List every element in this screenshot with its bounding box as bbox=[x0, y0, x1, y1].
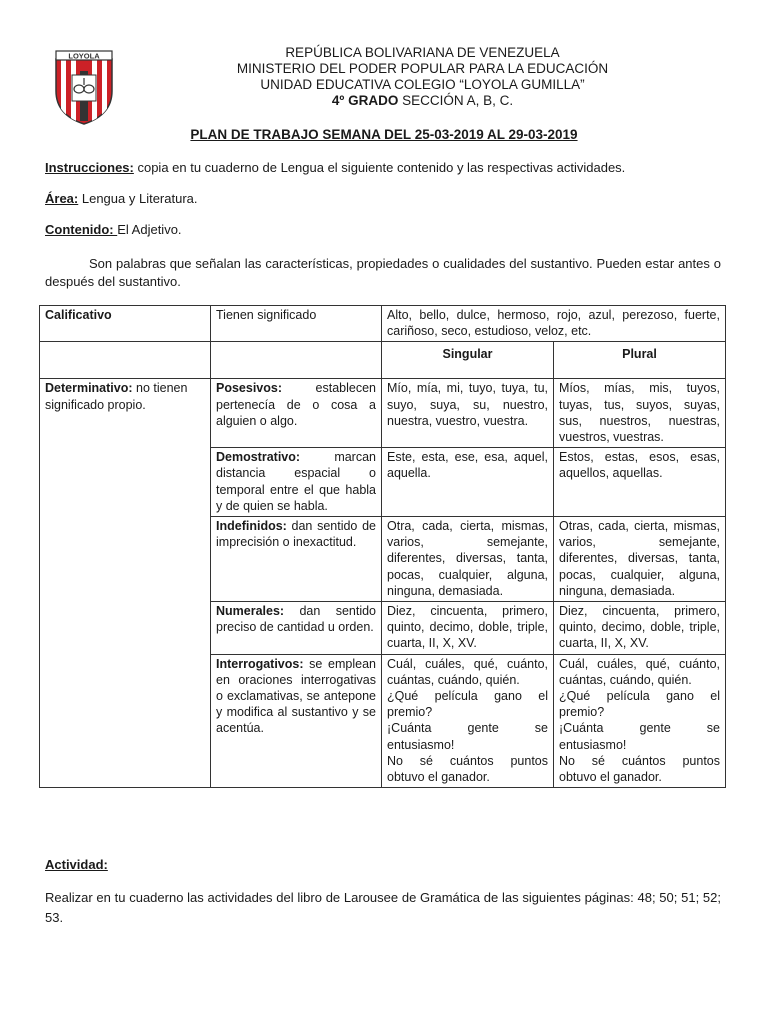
cell-empty-2 bbox=[211, 342, 382, 379]
adjective-table bbox=[39, 305, 726, 788]
instructions-paragraph bbox=[45, 159, 721, 177]
letterhead bbox=[150, 45, 695, 109]
cell-posesivos-singular: Mío, mía, mi, tuyo, tuya, tu, suyo, suya, su, nuestro, nuestra, vuestro, vuestra. bbox=[382, 379, 554, 448]
posesivos-desc: establecen pertenecía de o cosa a alguien o algo. bbox=[216, 381, 376, 428]
interrogativos-singular-line: No sé cuántos puntos obtuvo el ganador. bbox=[387, 753, 548, 785]
cell-calificativo-label bbox=[40, 306, 211, 342]
interrogativos-desc: se emplean en oraciones interrogativas o exclamativas, se antepone y modifica al sustantivo y se acentúa. bbox=[216, 656, 376, 736]
interrogativos-singular-line: ¿Qué película gano el premio? bbox=[387, 689, 548, 720]
cell-calificativo-examples: Alto, bello, dulce, hermoso, rojo, azul, perezoso, fuerte, cariñoso, seco, estudioso, veloz, etc. bbox=[382, 306, 726, 342]
table-row-posesivos bbox=[40, 379, 726, 448]
cell-empty-1 bbox=[40, 342, 211, 379]
area-paragraph bbox=[45, 190, 721, 208]
interrogativos-singular-line: Cuál, cuáles, qué, cuánto, cuántas, cuándo, quién. bbox=[387, 656, 548, 687]
cell-demostrativo-singular: Este, esta, ese, esa, aquel, aquella. bbox=[382, 448, 554, 517]
grade-label: 4º GRADO bbox=[331, 93, 399, 108]
demostrativo-desc: marcan distancia espacial o temporal entre el que habla y de quien se habla. bbox=[216, 450, 376, 513]
interrogativos-plural-line: Cuál, cuáles, qué, cuánto, cuántas, cuándo, quién. bbox=[559, 656, 720, 687]
indefinidos-desc: dan sentido de imprecisión o inexactitud. bbox=[216, 519, 376, 550]
cell-posesivos-plural: Míos, mías, mis, tuyos, tuyas, tus, suyos, suyas, sus, nuestros, nuestras, vuestros, vuestras. bbox=[554, 379, 726, 448]
cell-indefinidos-desc bbox=[211, 517, 382, 602]
cell-calificativo-desc: Tienen significado bbox=[211, 306, 382, 342]
header-line-grado bbox=[150, 93, 695, 109]
posesivos-label: Posesivos: bbox=[216, 381, 283, 396]
intro-paragraph: Son palabras que señalan las características, propiedades o cualidades del sustantivo. Pueden estar antes o después del sustantivo. bbox=[45, 256, 721, 289]
area-text: Lengua y Literatura. bbox=[78, 191, 198, 206]
content-text: El Adjetivo. bbox=[117, 222, 182, 237]
interrogativos-plural-line: ¡Cuánta gente se entusiasmo! bbox=[559, 721, 720, 752]
activity-heading bbox=[45, 856, 721, 874]
header-plural: Plural bbox=[554, 342, 726, 379]
table-row-calificativo bbox=[40, 306, 726, 342]
cell-numerales-plural: Diez, cincuenta, primero, quinto, decimo, doble, triple, cuarta, II, X, XV. bbox=[554, 602, 726, 655]
cell-indefinidos-singular: Otra, cada, cierta, mismas, varios, semejante, diferentes, diversas, tanta, pocas, cualquier, alguna, ninguna, demasiada. bbox=[382, 517, 554, 602]
table-row-headers bbox=[40, 342, 726, 379]
cell-interrogativos-desc bbox=[211, 654, 382, 788]
determinativo-label: Determinativo: bbox=[45, 381, 133, 396]
instructions-label: Instrucciones: bbox=[45, 160, 134, 175]
cell-demostrativo-plural: Estos, estas, esos, esas, aquellos, aquellas. bbox=[554, 448, 726, 517]
activity-paragraph: Realizar en tu cuaderno las actividades del libro de Larousee de Gramática de las siguientes páginas: 48; 50; 51; 52; 53. bbox=[45, 890, 721, 925]
activity-label: Actividad: bbox=[45, 857, 108, 872]
cell-interrogativos-plural bbox=[554, 654, 726, 788]
cell-numerales-singular: Diez, cincuenta, primero, quinto, decimo, doble, triple, cuarta, II, X, XV. bbox=[382, 602, 554, 655]
determinativo-text: no tienen significado propio. bbox=[45, 381, 188, 412]
cell-numerales-desc bbox=[211, 602, 382, 655]
content-paragraph bbox=[45, 221, 721, 239]
interrogativos-plural-line: No sé cuántos puntos obtuvo el ganador. bbox=[559, 753, 720, 785]
cell-interrogativos-singular bbox=[382, 654, 554, 788]
numerales-label: Numerales: bbox=[216, 604, 285, 619]
calificativo-label: Calificativo bbox=[45, 308, 112, 322]
header-line-unidad: UNIDAD EDUCATIVA COLEGIO “LOYOLA GUMILLA” bbox=[260, 77, 585, 92]
section-text: SECCIÓN A, B, C. bbox=[398, 93, 514, 108]
header-line-republica: REPÚBLICA BOLIVARIANA DE VENEZUELA bbox=[285, 45, 560, 60]
numerales-desc: dan sentido preciso de cantidad u orden. bbox=[216, 604, 376, 635]
document-title: PLAN DE TRABAJO SEMANA DEL 25-03-2019 AL 29-03-2019 bbox=[190, 127, 578, 142]
header-singular: Singular bbox=[382, 342, 554, 379]
cell-posesivos-desc bbox=[211, 379, 382, 448]
instructions-text: copia en tu cuaderno de Lengua el siguiente contenido y las respectivas actividades. bbox=[133, 160, 626, 175]
header-line-ministerio: MINISTERIO DEL PODER POPULAR PARA LA EDUCACIÓN bbox=[236, 61, 609, 76]
area-label: Área: bbox=[45, 191, 79, 206]
demostrativo-label: Demostrativo: bbox=[216, 450, 301, 465]
school-crest-logo bbox=[52, 49, 116, 125]
interrogativos-label: Interrogativos: bbox=[216, 656, 304, 671]
cell-determinativo bbox=[40, 379, 211, 788]
indefinidos-label: Indefinidos: bbox=[216, 519, 287, 534]
cell-indefinidos-plural: Otras, cada, cierta, mismas, varios, semejante, diferentes, diversas, tanta, pocas, cualquier, alguna, ninguna, demasiada. bbox=[554, 517, 726, 602]
content-label: Contenido: bbox=[45, 222, 118, 237]
interrogativos-plural-line: ¿Qué película gano el premio? bbox=[559, 689, 720, 720]
cell-demostrativo-desc bbox=[211, 448, 382, 517]
logo-text: LOYOLA bbox=[68, 51, 100, 61]
interrogativos-singular-line: ¡Cuánta gente se entusiasmo! bbox=[387, 721, 548, 752]
